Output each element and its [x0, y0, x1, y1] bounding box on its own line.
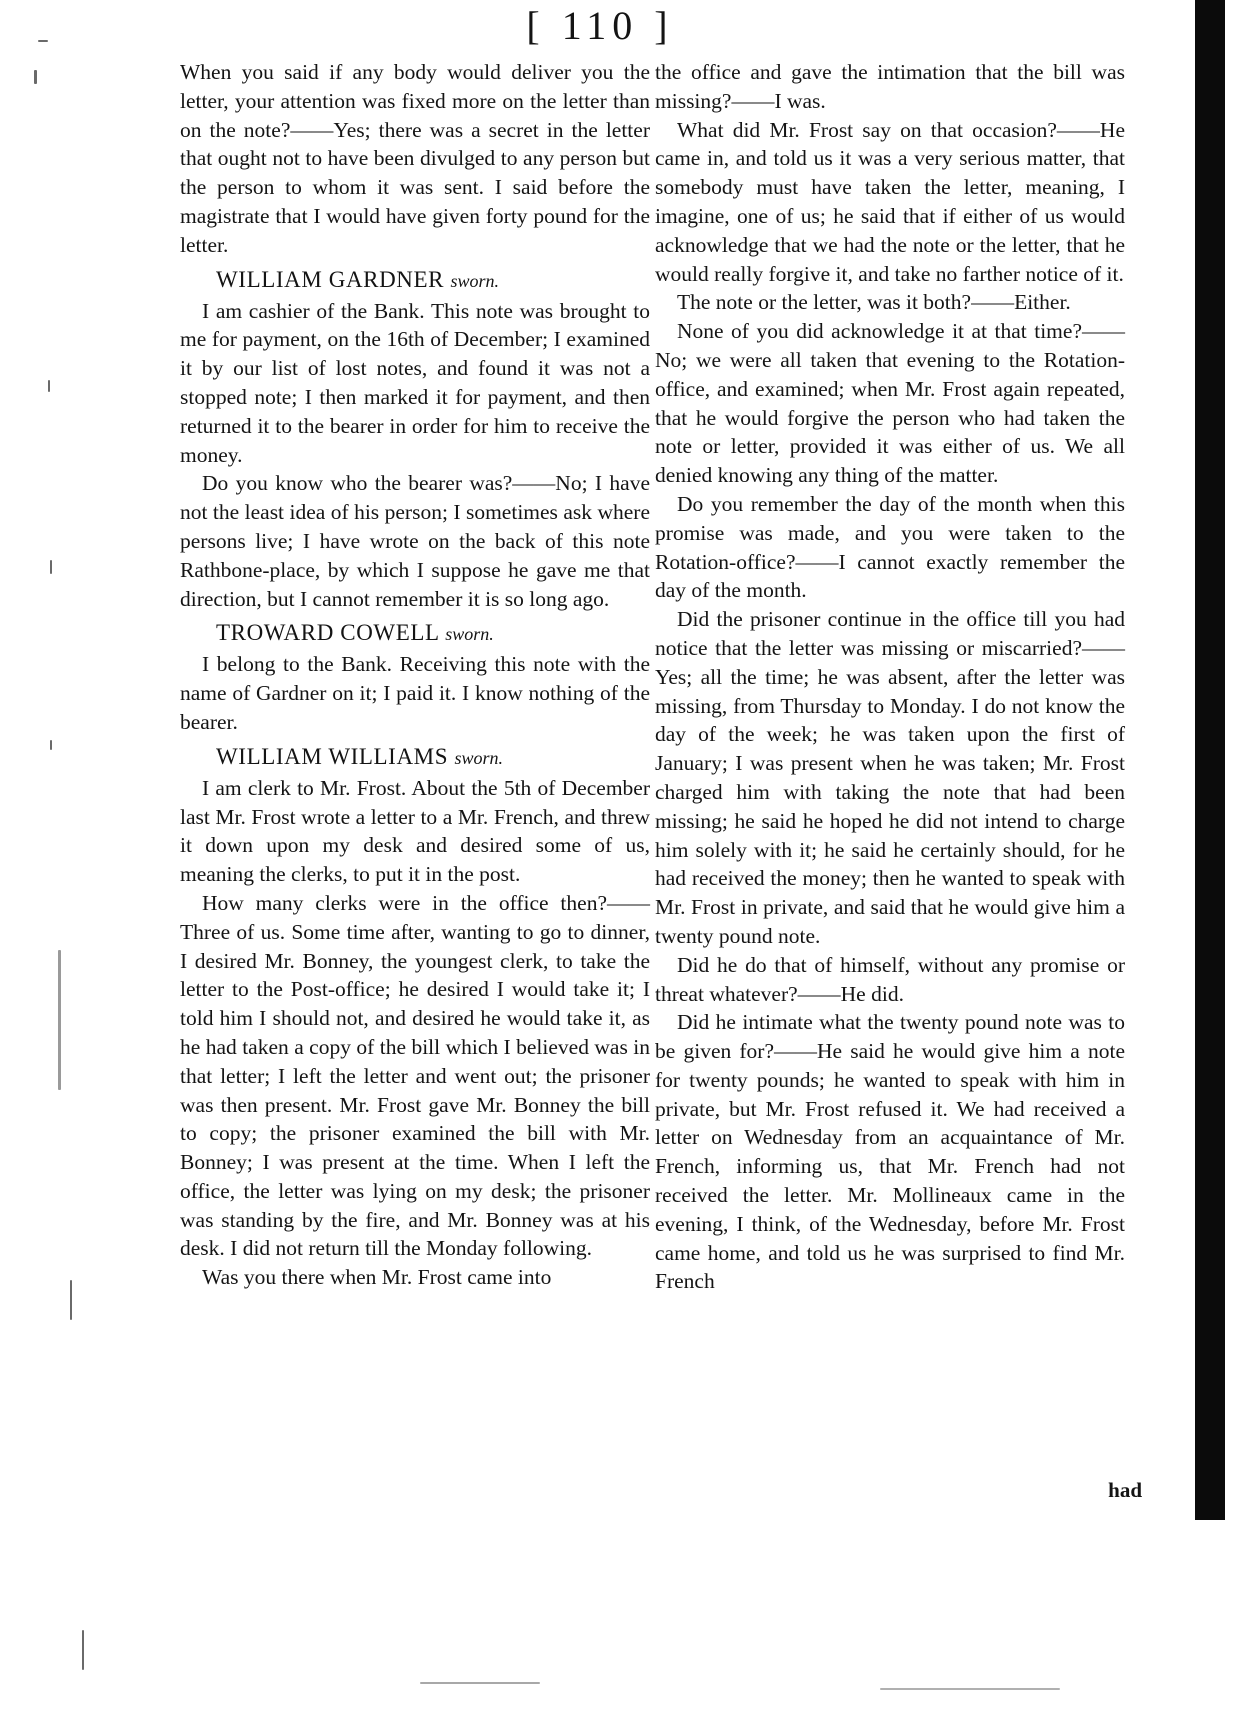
right-column — [655, 58, 1125, 1296]
paragraph: I belong to the Bank. Receiving this note with the name of Gardner on it; I paid it. I know nothing of the bearer. — [180, 652, 650, 734]
witness-name: WILLIAM WILLIAMS — [216, 743, 449, 769]
paragraph: How many clerks were in the office then?——Three of us. Some time after, wanting to go to dinner, I desired Mr. Bonney, the youngest clerk, to take the letter to the Post-office; he desired I would take it; I told him I should not, and desired he would take it, as he had taken a copy of the bill which I believed was in that letter; I left the letter and went out; the prisoner was then present. Mr. Frost gave Mr. Bonney the bill to copy; the prisoner examined the bill with Mr. Bonney; I was present at the time. When I left the office, the letter was lying on my desk; the prisoner was standing by the fire, and Mr. Bonney was at his desk. I did not return till the Monday following. — [180, 890, 650, 1261]
sworn-label: sworn. — [450, 270, 499, 291]
paragraph: The note or the letter, was it both?——Either. — [677, 290, 1071, 315]
paragraph: Did he intimate what the twenty pound note was to be given for?——He said he would give him a note for twenty pounds; he wanted to speak with him in private, but Mr. Frost refused it. We had received a letter on Wednesday from an acquaintance of Mr. French, informing us, that Mr. French had not received the letter. Mr. Mollineaux came in the evening, I think, of the Wednesday, before Mr. Frost came home, and told us he was surprised to find Mr. French — [655, 1010, 1125, 1294]
paragraph: I am cashier of the Bank. This note was brought to me for payment, on the 16th of December; I examined it by our list of lost notes, and found it was not a stopped note; I then marked it for payment, and then returned it to the bearer in order for him to receive the money. — [180, 298, 650, 467]
scan-speck — [70, 1280, 72, 1320]
scan-speck — [880, 1688, 1060, 1690]
binding-edge-shadow — [1195, 0, 1225, 1520]
paragraph: None of you did acknowledge it at that time?——No; we were all taken that evening to the Rotation-office, and examined; when Mr. Frost again repeated, that he would forgive the person who had taken the note or letter, provided it was either of us. We all denied knowing any thing of the matter. — [655, 319, 1125, 488]
scan-speck — [58, 950, 61, 1090]
paragraph: I am clerk to Mr. Frost. About the 5th of December last Mr. Frost wrote a letter to a Mr. French, and threw it down upon my desk and desired some of us, meaning the clerks, to put it in the post. — [180, 775, 650, 887]
paragraph: Do you know who the bearer was?——No; I have not the least idea of his person; I sometimes ask where persons live; I have wrote on the back of this note Rathbone-place, by which I suppose he gave me that direction, but I cannot remember it is so long ago. — [180, 471, 650, 611]
scan-speck — [420, 1682, 540, 1684]
scan-speck — [82, 1630, 84, 1670]
witness-name: WILLIAM GARDNER — [216, 266, 445, 292]
paragraph: the office and gave the intimation that the bill was missing?——I was. — [655, 60, 1125, 113]
scan-speck — [48, 380, 50, 392]
paragraph: When you said if any body would deliver you the letter, your attention was fixed more on the letter than on the note?——Yes; there was a secret in the letter that ought not to have been divulged to any person but the person to whom it was sent. I said before the magistrate that I would have given forty pound for the letter. — [180, 60, 650, 257]
witness-heading-gardner — [180, 266, 650, 295]
paragraph: Do you remember the day of the month when this promise was made, and you were taken to the Rotation-office?——I cannot exactly remember the day of the month. — [655, 491, 1125, 603]
witness-name: TROWARD COWELL — [216, 620, 439, 646]
scan-speck — [34, 70, 37, 84]
scan-speck — [50, 740, 52, 750]
paragraph: What did Mr. Frost say on that occasion?——He came in, and told us it was a very serious matter, that somebody must have taken the letter, meaning, I imagine, one of us; he said that if either of us would acknowledge that we had the note or the letter, that he would really forgive it, and take no farther notice of it. — [655, 117, 1125, 286]
catchword: had — [1108, 1478, 1142, 1502]
paragraph: Was you there when Mr. Frost came into — [202, 1265, 552, 1290]
witness-heading-cowell — [180, 619, 650, 648]
sworn-label: sworn. — [445, 624, 494, 645]
scan-speck — [38, 40, 48, 42]
paragraph: Did he do that of himself, without any promise or threat whatever?——He did. — [655, 952, 1125, 1006]
page-number: [ 110 ] — [526, 3, 674, 48]
sworn-label: sworn. — [454, 747, 503, 768]
left-column — [180, 58, 650, 1292]
witness-heading-williams — [180, 743, 650, 772]
scan-speck — [50, 560, 52, 574]
paragraph: Did the prisoner continue in the office till you had notice that the letter was missing or miscarried?——Yes; all the time; he was absent, after the letter was missing, from Thursday to Monday. I do not know the day of the week; he was taken upon the first of January; I was present when he was taken; Mr. Frost charged him with taking the note that had been missing; he said he hoped he did not intend to charge him solely with it; he said he certainly should, for he had received the money; then he wanted to speak with Mr. Frost in private, and said that he would give him a twenty pound note. — [655, 607, 1125, 948]
